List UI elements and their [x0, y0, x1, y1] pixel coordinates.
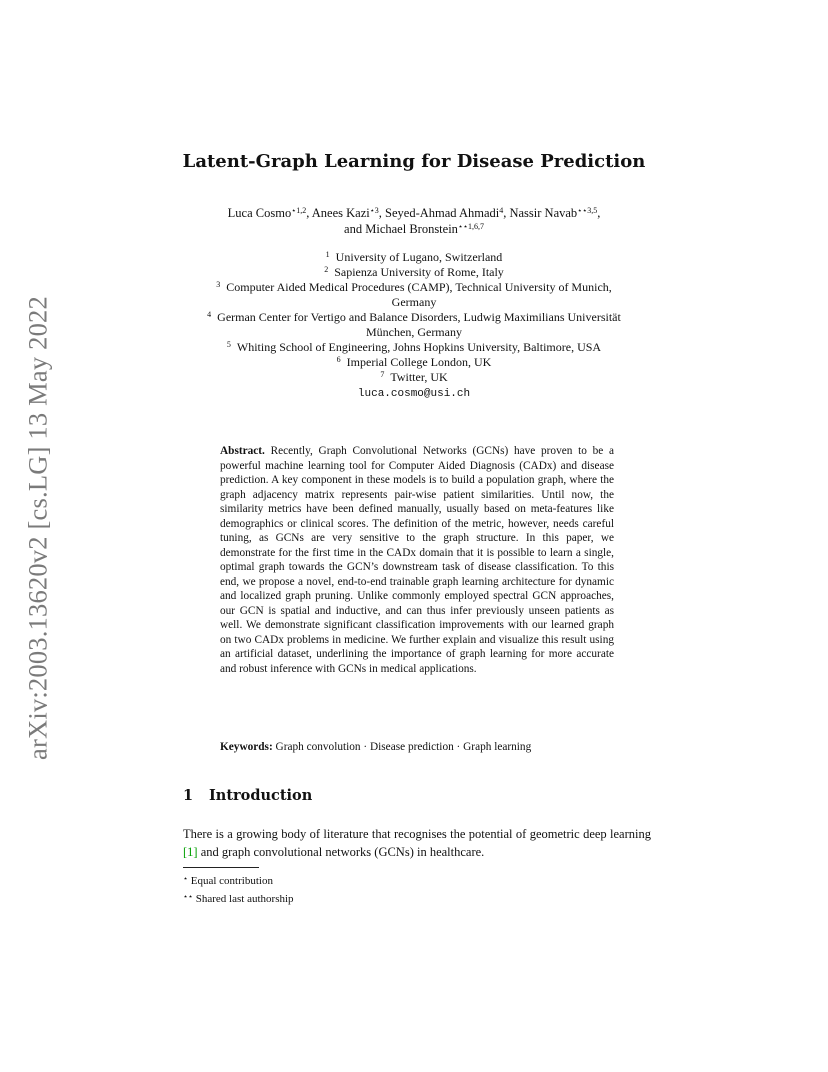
affiliation-text: University of Lugano, Switzerland: [335, 250, 503, 264]
footnote-mark: ⋆⋆: [183, 892, 194, 901]
author-sup: 4: [499, 206, 504, 215]
author-sup: ⋆3: [369, 206, 379, 215]
arxiv-id-text: arXiv:2003.13620v2 [cs.LG] 13 May 2022: [22, 296, 53, 760]
author-line-1: [0, 205, 828, 221]
author-line-2: [0, 221, 828, 237]
affiliation-num: 7: [380, 370, 385, 379]
affiliation-text: Computer Aided Medical Procedures (CAMP), Technical University of Munich,: [226, 280, 612, 294]
affiliation-item: [0, 370, 828, 385]
footnote-text: Equal contribution: [190, 875, 273, 887]
author-sep: ,: [378, 206, 386, 220]
affiliation-item: [0, 355, 828, 370]
affiliation-item: [0, 295, 828, 310]
affiliation-item: [0, 265, 828, 280]
abstract-label: Abstract.: [220, 445, 265, 457]
affiliation-item: [0, 310, 828, 325]
footnotes: [183, 871, 294, 907]
affiliation-num: 3: [216, 280, 221, 289]
author-sup: ⋆⋆3,5: [577, 206, 598, 215]
author-name: Michael Bronstein: [365, 222, 458, 236]
citation-link[interactable]: [1]: [183, 845, 198, 859]
affiliation-item: [0, 340, 828, 355]
affiliation-text: Imperial College London, UK: [346, 355, 492, 369]
footnote-rule: [183, 867, 259, 868]
author-name: Luca Cosmo: [227, 206, 292, 220]
author-sep: ,: [597, 206, 601, 220]
affiliations: [0, 250, 828, 402]
contact-email[interactable]: [0, 385, 828, 402]
affiliation-text: München, Germany: [366, 325, 462, 339]
affiliation-text: Twitter, UK: [390, 370, 448, 384]
affiliation-item: [0, 325, 828, 340]
author-sup: ⋆⋆1,6,7: [457, 222, 484, 231]
keywords-label: Keywords:: [220, 741, 273, 753]
intro-text-after: and graph convolutional networks (GCNs) in healthcare.: [197, 845, 485, 859]
affiliation-num: 1: [325, 250, 330, 259]
section-title: Introduction: [209, 787, 313, 804]
author-sep: ,: [306, 206, 312, 220]
abstract-block: [220, 444, 614, 676]
footnote-text: Shared last authorship: [195, 893, 294, 905]
keywords-block: [220, 741, 620, 753]
footnote-item: [183, 871, 294, 889]
author-sep: ,: [503, 206, 510, 220]
affiliation-text: Whiting School of Engineering, Johns Hopkins University, Baltimore, USA: [236, 340, 602, 354]
affiliation-item: [0, 250, 828, 265]
footnote-mark: ⋆: [183, 874, 189, 883]
affiliation-text: Sapienza University of Rome, Italy: [334, 265, 504, 279]
author-prefix: and: [344, 222, 366, 236]
author-sup: ⋆1,2: [291, 206, 307, 215]
author-name: Nassir Navab: [509, 206, 578, 220]
affiliation-num: 5: [226, 340, 231, 349]
paper-title: Latent-Graph Learning for Disease Prediction: [182, 151, 646, 172]
footnote-item: [183, 889, 294, 907]
author-list: [0, 205, 828, 237]
section-heading: [183, 787, 312, 804]
affiliation-num: 2: [324, 265, 329, 274]
author-name: Anees Kazi: [311, 206, 370, 220]
section-number: 1: [183, 787, 194, 804]
email-link[interactable]: luca.cosmo@usi.ch: [357, 388, 471, 400]
affiliation-text: German Center for Vertigo and Balance Disorders, Ludwig Maximilians Universität: [217, 310, 621, 324]
intro-paragraph: [183, 825, 651, 861]
affiliation-num: 6: [336, 355, 341, 364]
intro-text-before: There is a growing body of literature that recognises the potential of geometric deep learning: [183, 827, 651, 841]
abstract-text: Recently, Graph Convolutional Networks (GCNs) have proven to be a powerful machine learning tool for Computer Aided Diagnosis (CADx) and disease prediction. A key component in these models is to build a population graph, where the graph adjacency matrix represents pair-wise patient similarities. Until now, the similarity metrics have been defined manually, usually based on meta-features like demographics or clinical scores. The definition of the metric, however, needs careful tuning, as GCNs are very sensitive to the graph structure. In this paper, we demonstrate for the first time in the CADx domain that it is possible to learn a single, optimal graph towards the GCN’s downstream task of disease classification. To this end, we propose a novel, end-to-end trainable graph learning architecture for dynamic and localized graph pruning. Unlike commonly employed spectral GCN approaches, our GCN is spatial and inductive, and can thus infer previously unseen patients as well. We demonstrate significant classification improvements with our learned graph on two CADx problems in medicine. We further explain and visualize this result using an artificial dataset, underlining the importance of graph learning for more accurate and robust inference with GCNs in medical applications.: [220, 445, 614, 675]
affiliation-num: 4: [207, 310, 212, 319]
affiliation-item: [0, 280, 828, 295]
author-name: Seyed-Ahmad Ahmadi: [385, 206, 500, 220]
keywords-text: Graph convolution · Disease prediction · Graph learning: [275, 741, 532, 753]
affiliation-text: Germany: [391, 295, 437, 309]
